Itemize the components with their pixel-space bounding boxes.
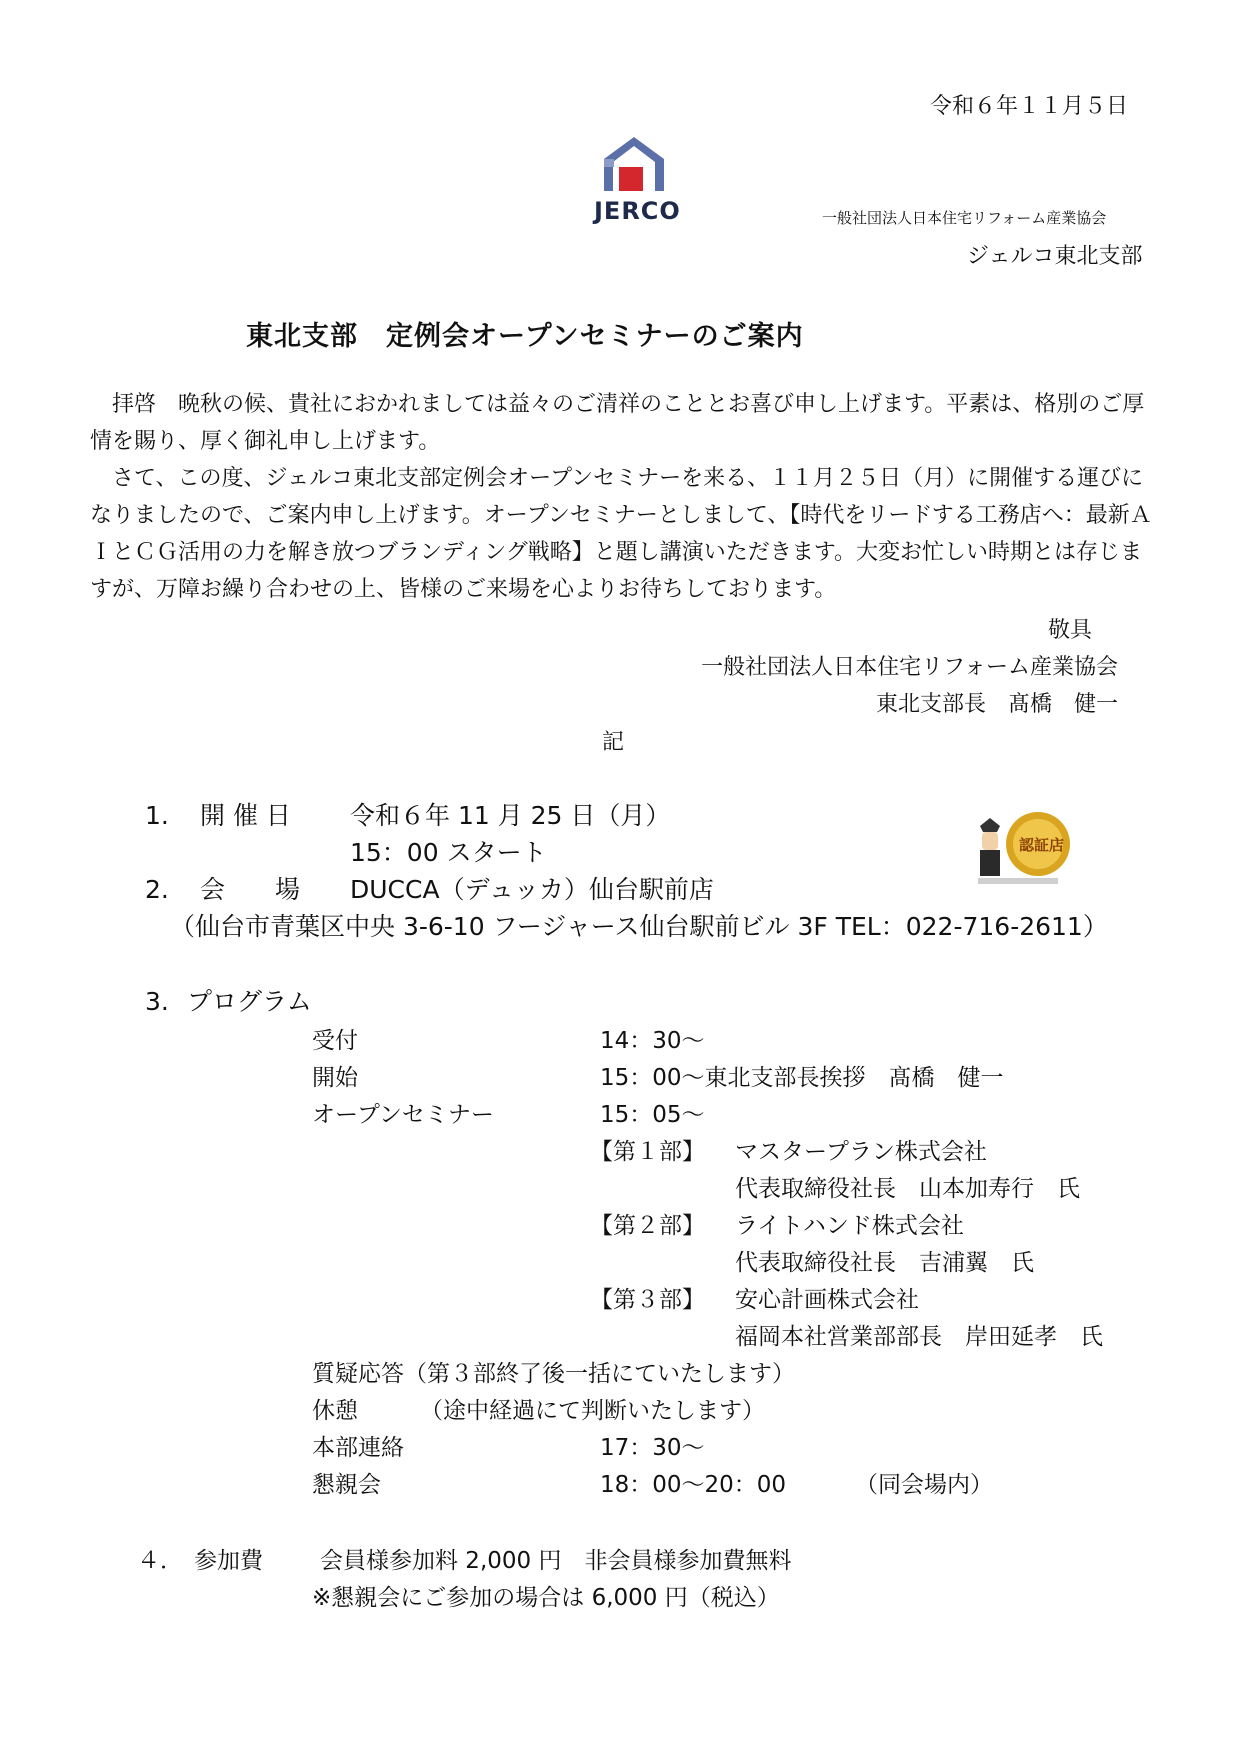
closing: 敬具 [1048,618,1093,643]
program-part2-tag: 【第２部】 [590,1213,705,1239]
branch-name: ジェルコ東北支部 [967,244,1143,269]
body-paragraph-1: 拝啓 晩秋の候、貴社におかれましては益々のご清祥のこととお喜び申し上げます。平素は、格別のご厚情を賜り、厚く御礼申し上げます。 [90,392,1145,454]
item-venue-number: 2. [145,875,169,904]
program-part1-tag: 【第１部】 [590,1139,705,1165]
org-name-small: 一般社団法人日本住宅リフォーム産業協会 [822,209,1107,227]
certified-badge [970,806,1070,888]
item-date-value: 令和６年 11 月 25 日（月） [350,801,671,830]
program-hq-time: 17：30～ [600,1435,705,1461]
program-qa: 質疑応答（第３部終了後一括にていたします） [312,1361,795,1387]
house-logo-icon [594,133,674,195]
body-text [90,386,1156,608]
program-reception-time: 14：30～ [600,1028,705,1054]
item-fee-number: ４． [137,1548,183,1574]
body-paragraph-2: さて、この度、ジェルコ東北支部定例会オープンセミナーを来る、１１月２５日（月）に開催する運びになりましたので、ご案内申し上げます。オープンセミナーとしまして、【時代をリードする工務店へ：最新ＡＩとＣＧ活用の力を解き放つブランディング戦略】と題し講演いただきます。大変お忙しい時期とは存じますが、万障お繰り合わせの上、皆様のご来場を心よりお待ちしております。 [90,466,1152,602]
program-part1-person: 代表取締役社長 山本加寿行 氏 [735,1176,1080,1202]
program-part3-company: 安心計画株式会社 [735,1287,919,1313]
program-start-label: 開始 [312,1065,358,1091]
program-part3-person: 福岡本社営業部部長 岸田延孝 氏 [735,1324,1103,1350]
program-part3-tag: 【第３部】 [590,1287,705,1313]
item-fee-value: 会員様参加料 2,000 円 非会員様参加費無料 [320,1548,792,1574]
document-date: 令和６年１１月５日 [930,94,1129,119]
signature-org: 一般社団法人日本住宅リフォーム産業協会 [701,655,1118,680]
program-seminar-time: 15：05～ [600,1102,705,1128]
item-fee-label: 参加費 [194,1548,263,1574]
program-reception-label: 受付 [312,1028,358,1054]
program-break-label: 休憩 [312,1398,358,1424]
program-part2-person: 代表取締役社長 吉浦翼 氏 [735,1250,1034,1276]
program-break-note: （途中経過にて判断いたします） [420,1398,765,1424]
item-venue-address: （仙台市青葉区中央 3-6-10 フージャース仙台駅前ビル 3F TEL：022-716-2611） [170,912,1108,941]
page-title: 東北支部 定例会オープンセミナーのご案内 [246,321,804,352]
item-venue-value: DUCCA（デュッカ）仙台駅前店 [350,875,714,904]
badge-caption: 認証店 [1019,836,1065,854]
item-program-label: プログラム [187,987,312,1016]
program-start-time: 15：00～東北支部長挨拶 髙橋 健一 [600,1065,1004,1091]
item-fee-note: ※懇親会にご参加の場合は 6,000 円（税込） [312,1585,780,1611]
item-time-value: 15：00 スタート [350,838,547,867]
item-program-number: 3. [145,987,169,1016]
item-venue-label: 会 場 [200,875,301,904]
program-seminar-label: オープンセミナー [312,1102,494,1128]
program-party-note: （同会場内） [855,1472,993,1498]
program-part2-company: ライトハンド株式会社 [735,1213,964,1239]
program-party-label: 懇親会 [312,1472,381,1498]
item-date-number: 1. [145,801,169,830]
program-hq-label: 本部連絡 [312,1435,404,1461]
program-part1-company: マスタープラン株式会社 [735,1139,987,1165]
signature-person: 東北支部長 髙橋 健一 [875,692,1118,717]
logo-text: JERCO [594,197,681,225]
ki-heading: 記 [602,730,625,755]
program-party-time: 18：00～20：00 [600,1472,787,1498]
item-date-label: 開 催 日 [200,801,291,830]
jerco-logo [594,133,681,225]
